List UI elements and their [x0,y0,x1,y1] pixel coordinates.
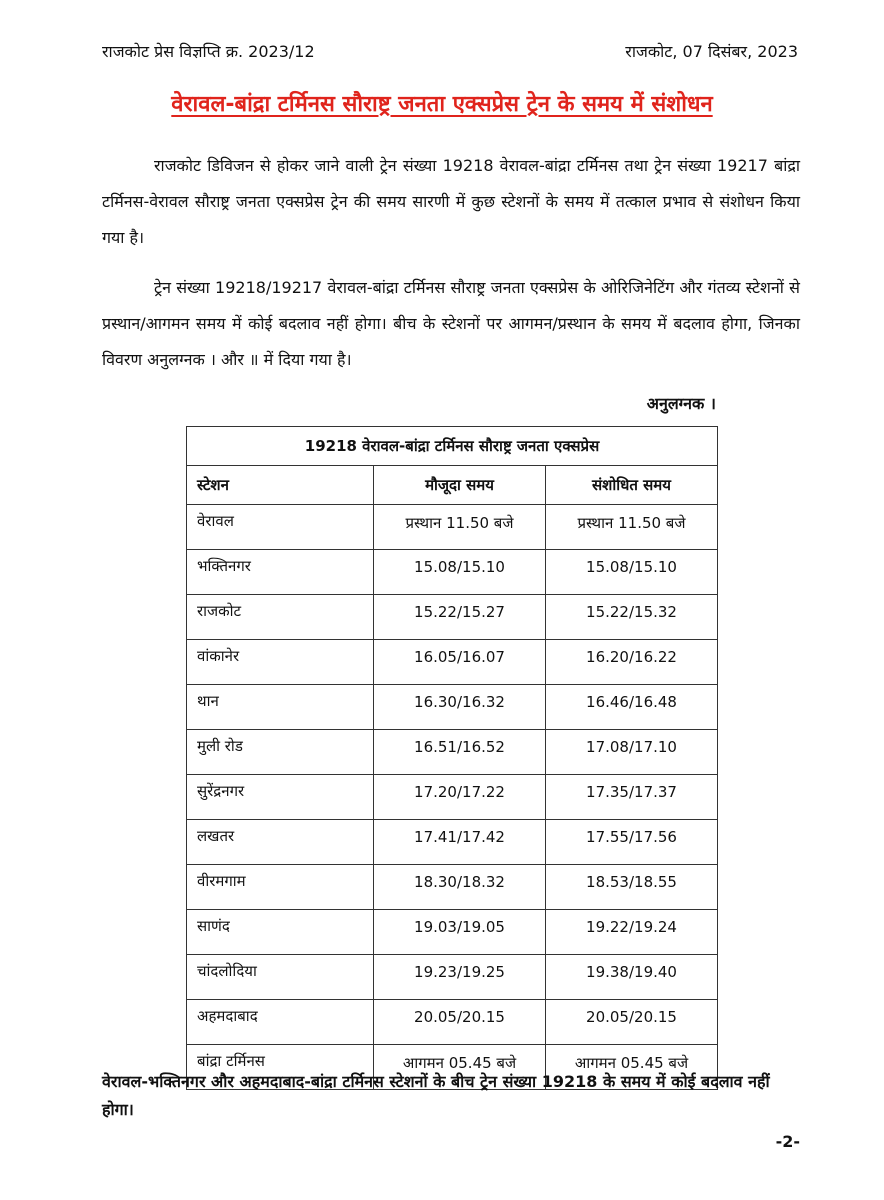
page-title: वेरावल-बांद्रा टर्मिनस सौराष्ट्र जनता एक्सप्रेस ट्रेन के समय में संशोधन [171,92,713,117]
table-row [187,955,718,1000]
schedule-table [186,426,718,1090]
current-time-cell: 18.30/18.32 [374,865,546,910]
page-number: -2- [775,1132,800,1151]
station-cell: सुरेंद्रनगर [187,775,374,820]
table-row [187,775,718,820]
station-cell: अहमदाबाद [187,1000,374,1045]
current-time-cell: 15.08/15.10 [374,550,546,595]
revised-time-cell: 19.38/19.40 [546,955,718,1000]
station-cell: राजकोट [187,595,374,640]
column-header-station: स्टेशन [187,466,374,505]
revised-time-cell: 16.20/16.22 [546,640,718,685]
press-release-number: राजकोट प्रेस विज्ञप्ति क्र. 2023/12 [102,42,315,61]
revised-time-cell: 17.08/17.10 [546,730,718,775]
current-time-cell: आगमन 05.45 बजे [374,1045,546,1090]
column-header-current-time: मौजूदा समय [374,466,546,505]
revised-time-cell: 18.53/18.55 [546,865,718,910]
station-cell: थान [187,685,374,730]
table-row [187,1000,718,1045]
current-time-cell: 17.41/17.42 [374,820,546,865]
table-row [187,505,718,550]
table-row [187,550,718,595]
table-row [187,595,718,640]
station-cell: वेरावल [187,505,374,550]
station-cell: लखतर [187,820,374,865]
current-time-cell: 19.03/19.05 [374,910,546,955]
station-cell: वांकानेर [187,640,374,685]
revised-time-cell: 15.22/15.32 [546,595,718,640]
current-time-cell: 17.20/17.22 [374,775,546,820]
revised-time-cell: 17.55/17.56 [546,820,718,865]
current-time-cell: 16.05/16.07 [374,640,546,685]
paragraph-intro: राजकोट डिविजन से होकर जाने वाली ट्रेन संख्या 19218 वेरावल-बांद्रा टर्मिनस तथा ट्रेन संख्या 19217 बांद्रा टर्मिनस-वेरावल सौराष्ट्र जनता एक्सप्रेस ट्रेन की समय सारणी में कुछ स्टेशनों के समय में तत्काल प्रभाव से संशोधन किया गया है। [102,156,800,247]
annex-label: अनुलग्नक । [646,394,716,413]
table-row [187,865,718,910]
revised-time-cell: 17.35/17.37 [546,775,718,820]
paragraph-details: ट्रेन संख्या 19218/19217 वेरावल-बांद्रा टर्मिनस सौराष्ट्र जनता एक्सप्रेस के ओरिजिनेटिंग और गंतव्य स्टेशनों से प्रस्थान/आगमन समय में कोई बदलाव नहीं होगा। बीच के स्टेशनों पर आगमन/प्रस्थान के समय में बदलाव होगा, जिनका विवरण अनुलग्नक । और ॥ में दिया गया है। [102,278,800,369]
revised-time-cell: 16.46/16.48 [546,685,718,730]
revised-time-cell: 15.08/15.10 [546,550,718,595]
table-row [187,820,718,865]
table-row [187,730,718,775]
station-cell: भक्तिनगर [187,550,374,595]
current-time-cell: 16.30/16.32 [374,685,546,730]
current-time-cell: प्रस्थान 11.50 बजे [374,505,546,550]
station-cell: बांद्रा टर्मिनस [187,1045,374,1090]
current-time-cell: 19.23/19.25 [374,955,546,1000]
station-cell: साणंद [187,910,374,955]
footer-note: वेरावल-भक्तिनगर और अहमदाबाद-बांद्रा टर्मिनस स्टेशनों के बीच ट्रेन संख्या 19218 के समय में कोई बदलाव नहीं होगा। [102,1072,770,1119]
station-cell: मुली रोड [187,730,374,775]
revised-time-cell: प्रस्थान 11.50 बजे [546,505,718,550]
station-cell: वीरमगाम [187,865,374,910]
current-time-cell: 15.22/15.27 [374,595,546,640]
column-header-revised-time: संशोधित समय [546,466,718,505]
current-time-cell: 20.05/20.15 [374,1000,546,1045]
table-row [187,910,718,955]
revised-time-cell: आगमन 05.45 बजे [546,1045,718,1090]
station-cell: चांदलोदिया [187,955,374,1000]
revised-time-cell: 19.22/19.24 [546,910,718,955]
table-caption: 19218 वेरावल-बांद्रा टर्मिनस सौराष्ट्र जनता एक्सप्रेस [187,427,718,466]
revised-time-cell: 20.05/20.15 [546,1000,718,1045]
current-time-cell: 16.51/16.52 [374,730,546,775]
schedule-table-body [187,505,718,1090]
place-date: राजकोट, 07 दिसंबर, 2023 [625,42,798,61]
table-row [187,685,718,730]
table-row [187,640,718,685]
